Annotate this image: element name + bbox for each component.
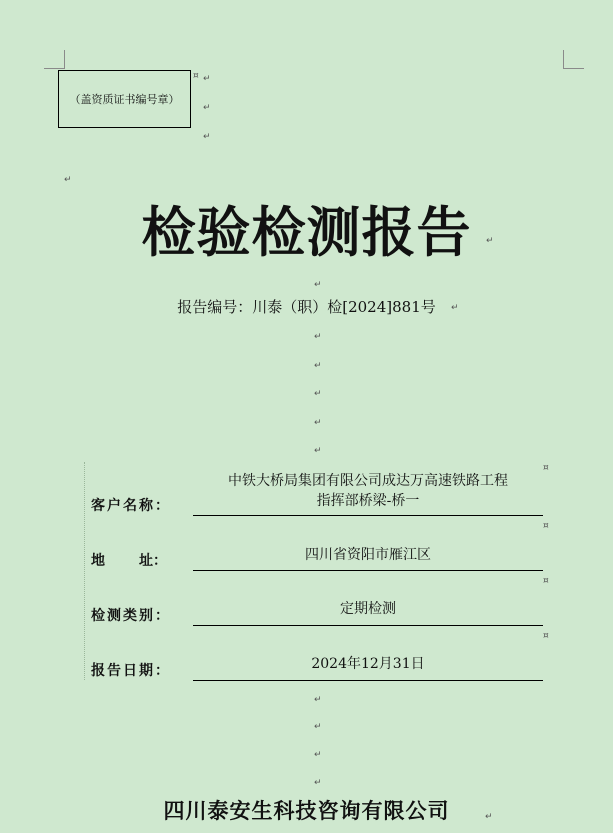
paragraph-mark: ↵ (203, 74, 211, 84)
paragraph-mark: ↵ (314, 361, 322, 371)
paragraph-mark: ↵ (314, 695, 322, 705)
underline (193, 625, 543, 626)
customer-name-value (193, 471, 543, 511)
paragraph-mark: ↵ (314, 332, 322, 342)
underline (193, 515, 543, 516)
paragraph-mark: ↵ (314, 778, 322, 788)
test-category-label: 检测类别： (91, 608, 171, 624)
customer-name-label: 客户名称： (91, 498, 171, 514)
test-category-value: 定期检测 (340, 601, 396, 617)
cell-mark: ¤ (543, 521, 549, 531)
paragraph-mark: ↵ (203, 103, 211, 113)
report-date-label: 报告日期： (91, 663, 171, 679)
paragraph-mark: ↵ (64, 175, 72, 185)
report-title: 检验检测报告 (141, 200, 472, 264)
page-corner-mark-left (44, 50, 65, 69)
address-label: 地 址： (91, 553, 167, 569)
cell-mark: ¤ (543, 576, 549, 586)
paragraph-mark: ↵ (314, 389, 322, 399)
paragraph-mark: ↵ (314, 750, 322, 760)
paragraph-mark: ↵ (486, 236, 494, 246)
report-date-value: 2024年12月31日 (311, 656, 425, 672)
page-corner-mark-right (563, 50, 584, 69)
issuing-company: 四川泰安生科技咨询有限公司 (163, 799, 450, 823)
paragraph-mark: ↵ (314, 722, 322, 732)
paragraph-mark: ↵ (314, 446, 322, 456)
underline (193, 680, 543, 681)
cell-mark: ¤ (193, 71, 199, 81)
report-number: 报告编号：川泰（职）检[2024]881号 (177, 298, 436, 316)
address-value: 四川省资阳市雁江区 (305, 547, 431, 563)
paragraph-mark: ↵ (451, 303, 459, 313)
seal-placeholder-text: （盖资质证书编号章） (69, 93, 180, 106)
paragraph-mark: ↵ (203, 132, 211, 142)
paragraph-mark: ↵ (485, 812, 493, 822)
customer-name-line: 中铁大桥局集团有限公司成达万高速铁路工程 (228, 473, 508, 489)
seal-placeholder-box (58, 70, 191, 128)
paragraph-mark: ↵ (314, 418, 322, 428)
cell-mark: ¤ (543, 631, 549, 641)
paragraph-mark: ↵ (314, 280, 322, 290)
customer-name-line: 指挥部桥梁-桥一 (316, 493, 420, 509)
underline (193, 570, 543, 571)
cell-mark: ¤ (543, 463, 549, 473)
